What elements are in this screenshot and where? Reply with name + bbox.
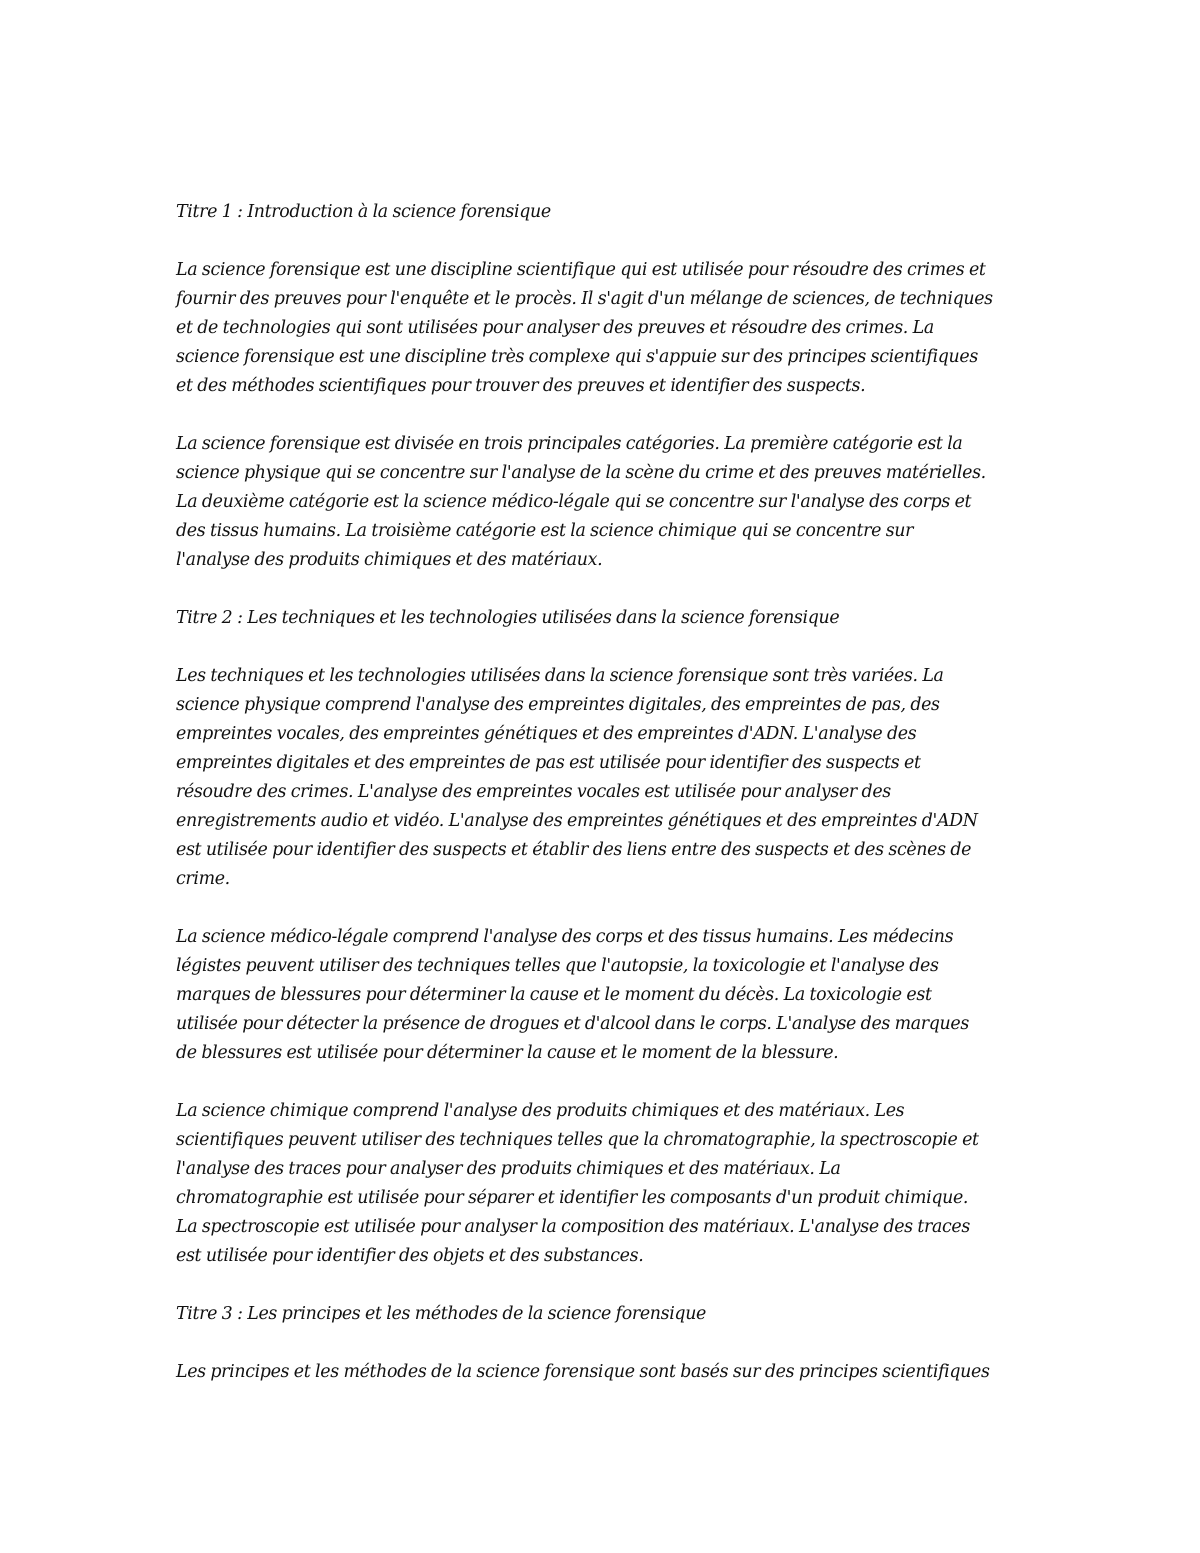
paragraph-2 [176, 430, 1036, 575]
paragraph-line: et des méthodes scientifiques pour trouver des preuves et identifier des suspects. [176, 376, 866, 396]
paragraph-spacer [176, 894, 1036, 923]
paragraph-5 [176, 1097, 1036, 1271]
paragraph-line: La deuxième catégorie est la science médico-légale qui se concentre sur l'analyse des corps et [176, 492, 972, 512]
paragraph-line: l'analyse des traces pour analyser des produits chimiques et des matériaux. La [176, 1159, 841, 1179]
paragraph-spacer [176, 1068, 1036, 1097]
paragraph-line: de blessures est utilisée pour déterminer la cause et le moment de la blessure. [176, 1043, 839, 1063]
paragraph-line: est utilisée pour identifier des objets et des substances. [176, 1246, 644, 1266]
heading-titre-2 [176, 604, 1036, 633]
paragraph-line: La science médico-légale comprend l'analyse des corps et des tissus humains. Les médecins [176, 927, 954, 947]
paragraph-line: l'analyse des produits chimiques et des matériaux. [176, 550, 603, 570]
paragraph-spacer [176, 1271, 1036, 1300]
paragraph-line: empreintes digitales et des empreintes de pas est utilisée pour identifier des suspects et [176, 753, 921, 773]
heading-titre-1 [176, 198, 1036, 227]
paragraph-line: résoudre des crimes. L'analyse des empreintes vocales est utilisée pour analyser des [176, 782, 891, 802]
paragraph-line: utilisée pour détecter la présence de drogues et d'alcool dans le corps. L'analyse des marques [176, 1014, 969, 1034]
paragraph-line: scientifiques peuvent utiliser des techniques telles que la chromatographie, la spectroscopie et [176, 1130, 979, 1150]
paragraph-line: La science chimique comprend l'analyse des produits chimiques et des matériaux. Les [176, 1101, 905, 1121]
paragraph-line: La spectroscopie est utilisée pour analyser la composition des matériaux. L'analyse des traces [176, 1217, 970, 1237]
paragraph-line: Les principes et les méthodes de la science forensique sont basés sur des principes scientifiques [176, 1362, 990, 1382]
paragraph-line: empreintes vocales, des empreintes génétiques et des empreintes d'ADN. L'analyse des [176, 724, 917, 744]
paragraph-line: marques de blessures pour déterminer la cause et le moment du décès. La toxicologie est [176, 985, 932, 1005]
heading-text: Titre 2 : Les techniques et les technologies utilisées dans la science forensique [176, 608, 840, 628]
paragraph-line: science physique comprend l'analyse des empreintes digitales, des empreintes de pas, des [176, 695, 940, 715]
heading-text: Titre 1 : Introduction à la science forensique [176, 202, 551, 222]
paragraph-line: La science forensique est une discipline scientifique qui est utilisée pour résoudre des crimes et [176, 260, 986, 280]
paragraph-line: est utilisée pour identifier des suspects et établir des liens entre des suspects et des scènes de [176, 840, 972, 860]
paragraph-line: science physique qui se concentre sur l'analyse de la scène du crime et des preuves matérielles. [176, 463, 986, 483]
paragraph-line: science forensique est une discipline très complexe qui s'appuie sur des principes scientifiques [176, 347, 978, 367]
paragraph-line: des tissus humains. La troisième catégorie est la science chimique qui se concentre sur [176, 521, 914, 541]
paragraph-line: enregistrements audio et vidéo. L'analyse des empreintes génétiques et des empreintes d'ADN [176, 811, 978, 831]
paragraph-line: La science forensique est divisée en trois principales catégories. La première catégorie est la [176, 434, 963, 454]
paragraph-line: crime. [176, 869, 230, 889]
document-body [176, 198, 1036, 1387]
paragraph-spacer [176, 401, 1036, 430]
paragraph-6 [176, 1358, 1036, 1387]
paragraph-spacer [176, 633, 1036, 662]
paragraph-1 [176, 256, 1036, 401]
heading-titre-3 [176, 1300, 1036, 1329]
paragraph-spacer [176, 227, 1036, 256]
paragraph-spacer [176, 1329, 1036, 1358]
paragraph-line: et de technologies qui sont utilisées pour analyser des preuves et résoudre des crimes. La [176, 318, 934, 338]
paragraph-line: chromatographie est utilisée pour séparer et identifier les composants d'un produit chimique. [176, 1188, 969, 1208]
paragraph-spacer [176, 575, 1036, 604]
paragraph-line: Les techniques et les technologies utilisées dans la science forensique sont très variées. La [176, 666, 944, 686]
paragraph-4 [176, 923, 1036, 1068]
paragraph-3 [176, 662, 1036, 894]
heading-text: Titre 3 : Les principes et les méthodes de la science forensique [176, 1304, 706, 1324]
paragraph-line: légistes peuvent utiliser des techniques telles que l'autopsie, la toxicologie et l'analyse des [176, 956, 939, 976]
paragraph-line: fournir des preuves pour l'enquête et le procès. Il s'agit d'un mélange de sciences, de techniques [176, 289, 993, 309]
